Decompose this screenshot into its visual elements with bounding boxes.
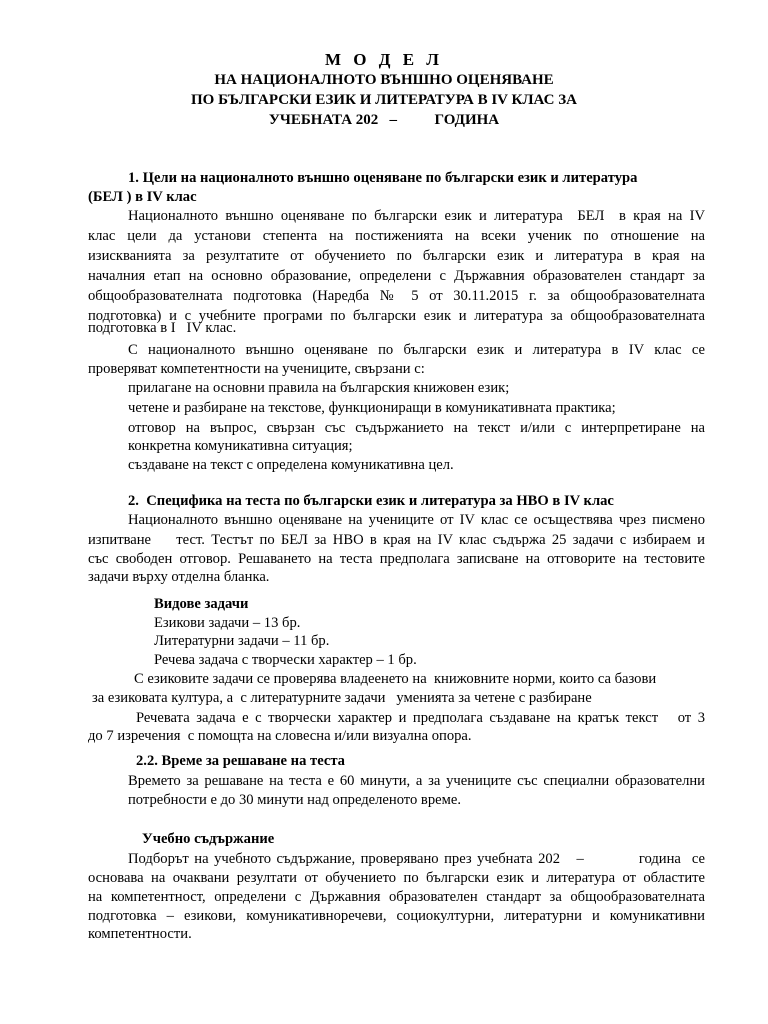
section-2-heading: 2. Специфика на теста по български език и литература за НВО в IV клас	[128, 493, 614, 509]
s1-p1-line: подготовка) и с учебните програми по български език и литература за общообразователната	[88, 308, 705, 324]
s2-p-line: задачи върху отделна бланка.	[88, 569, 270, 585]
task-types-title: Видове задачи	[154, 596, 249, 612]
s2-content-line: основава на очаквани резултати от обучението по български език и литература от областите	[88, 870, 705, 886]
s1-p2-line: проверяват компетентности на учениците, свързани с:	[88, 361, 425, 377]
s2-content-line: компетентности.	[88, 926, 192, 942]
s1-p1-line: началния етап на основно образование, определени с Държавния образователен стандарт за	[88, 268, 705, 284]
doc-subtitle-2: ПО БЪЛГАРСКИ ЕЗИК И ЛИТЕРАТУРА В IV КЛАС ЗА	[191, 92, 577, 108]
s2-time-line: потребности е до 30 минути над определеното време.	[128, 792, 461, 808]
doc-subtitle-3: УЧЕБНАТА 202 – ГОДИНА	[268, 112, 500, 128]
s2-speech-line: Речевата задача е с творчески характер и предполага създаване на кратък текст от 3	[136, 710, 705, 726]
s2-p-line: със свободен отговор. Решаването на теста предполага записване на отговорите на тестовите	[88, 551, 705, 567]
section-1-heading-cont: (БЕЛ ) в IV клас	[88, 189, 197, 205]
s2-content-line: подготовка – езикови, комуникативноречеви, социокултурни, литературни и комуникативни	[88, 908, 705, 924]
task-type-item: Езикови задачи – 13 бр.	[154, 615, 301, 631]
doc-title: М О Д Е Л	[325, 50, 443, 69]
s1-p1-line: изискванията за резултатите от обучението по български език и литература в края на	[88, 248, 705, 264]
s1-list-item: създаване на текст с определена комуникативна цел.	[128, 457, 454, 473]
s1-p1-line: клас цели да установи степента на постиженията на всеки ученик по отношение на	[88, 228, 705, 244]
s1-list-item: четене и разбиране на текстове, функциониращи в комуникативната практика;	[128, 400, 616, 416]
s1-list-item: конкретна комуникативна ситуация;	[128, 438, 353, 454]
s2-speech-line: до 7 изречения с помощта на словесна и/или визуална опора.	[88, 728, 472, 744]
s2-lang-line: за езиковата култура, а с литературните задачи уменията за четене с разбиране	[92, 690, 592, 706]
s2-p-line: Националното външно оценяване на учениците от IV клас се осъществява чрез писмено	[128, 512, 705, 528]
s2-time-line: Времето за решаване на теста е 60 минути, а за учениците със специални образователни	[128, 773, 705, 789]
s1-list-item: отговор на въпрос, свързан със съдържанието на текст и/или с интерпретиране на	[128, 420, 705, 436]
s1-p1-line: общообразователната подготовка (Наредба № 5 от 30.11.2015 г. за общообразователната	[88, 288, 705, 304]
s2-content-line: на компетентност, определени с Държавния образователен стандарт за общообразователната	[88, 889, 705, 905]
s1-p1-line: подготовка в I IV клас.	[88, 320, 237, 336]
s2-content-line: Подборът на учебното съдържание, проверявано през учебната 202 – година се	[128, 851, 705, 867]
s2-p-line: изпитване тест. Тестът по БЕЛ за НВО в края на IV клас съдържа 25 задачи с избираем и	[88, 532, 705, 548]
section-1-heading: 1. Цели на националното външно оценяване по български език и литература	[128, 170, 638, 186]
s1-p2-line: С националното външно оценяване по български език и литература в IV клас се	[128, 342, 705, 358]
content-title: Учебно съдържание	[142, 831, 275, 847]
s2-lang-line: С езиковите задачи се проверява владеенето на книжовните норми, които са базови	[134, 671, 657, 687]
task-type-item: Литературни задачи – 11 бр.	[154, 633, 330, 649]
s1-list-item: прилагане на основни правила на българския книжовен език;	[128, 380, 510, 396]
task-type-item: Речева задача с творчески характер – 1 бр.	[154, 652, 417, 668]
doc-subtitle-1: НА НАЦИОНАЛНОТО ВЪНШНО ОЦЕНЯВАНЕ	[214, 72, 554, 88]
s1-p1-line: Националното външно оценяване по български език и литература БЕЛ в края на IV	[128, 208, 705, 224]
section-2-2-heading: 2.2. Време за решаване на теста	[136, 753, 345, 769]
